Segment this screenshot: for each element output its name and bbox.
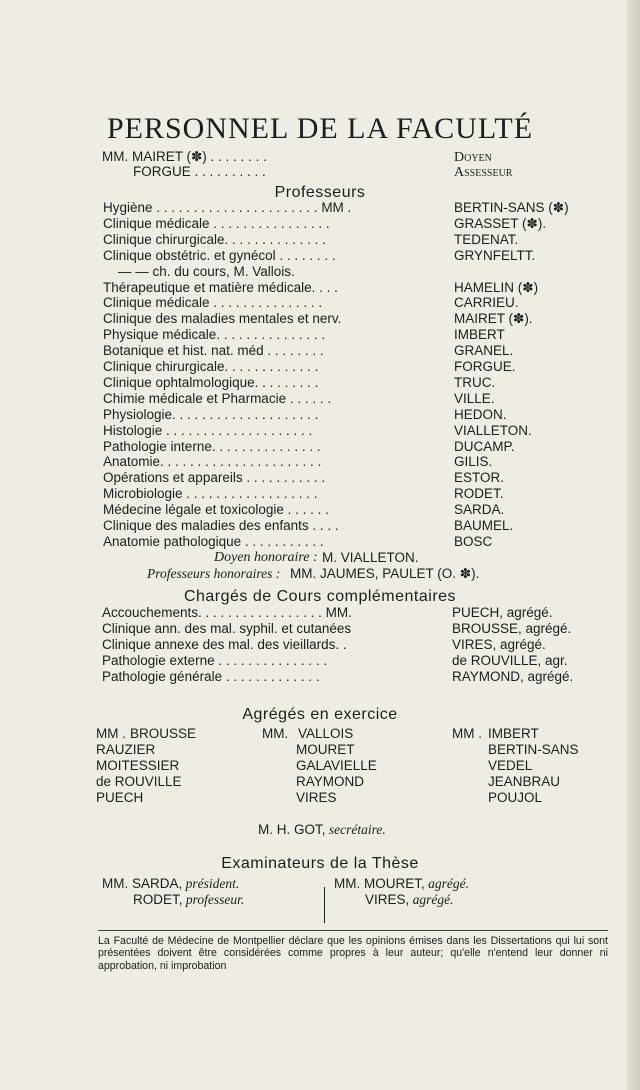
notice-top-rule: [98, 930, 608, 931]
professeur-name: HEDON.: [454, 406, 507, 422]
charge-name: de ROUVILLE, agr.: [452, 653, 568, 668]
doyen-honoraire-name: M. VIALLETON.: [322, 550, 419, 565]
charges-heading: Chargés de Cours complémentaires: [183, 588, 457, 605]
prof-honoraires-label: Professeurs honoraires :: [147, 566, 281, 581]
charge-course: Clinique annexe des mal. des vieillards. .: [102, 637, 347, 652]
professeur-chair: Histologie . . . . . . . . . . . . . . . . . . . .: [103, 422, 313, 438]
agrege-name: VIRES: [296, 790, 337, 805]
professeur-name: MAIRET (✽).: [454, 311, 533, 327]
professeur-chair: Clinique des maladies des enfants . . . .: [103, 518, 339, 533]
agrege-name: MOURET: [296, 742, 355, 757]
professeur-name: VILLE.: [454, 390, 495, 406]
agrege-name: de ROUVILLE: [96, 774, 182, 789]
agrege-name: VALLOIS: [298, 726, 354, 741]
agreges-prefix: MM .: [452, 726, 482, 741]
faculty-notice: La Faculté de Médecine de Montpellier déclare que les opinions émises dans les Dissertations qui lui sont présentées doivent être considérées comme propres à leur auteur; qu'elle n'entend leur donner ni approbation, ni improbation: [98, 935, 608, 972]
agreges-prefix: MM .: [96, 726, 126, 741]
professeur-chair: Clinique médicale . . . . . . . . . . . . . . .: [103, 295, 323, 311]
exam-left-1-name: RODET,: [133, 892, 183, 907]
officer-name-0: MM. MAIRET (✽) . . . . . . . .: [102, 149, 267, 164]
professeur-chair: Clinique chirurgicale. . . . . . . . . . . . . .: [103, 231, 326, 247]
professeur-chair: Hygiène . . . . . . . . . . . . . . . . . . . . . . MM .: [103, 200, 352, 215]
professeur-name: BERTIN-SANS (✽): [454, 200, 569, 215]
professeur-name: CARRIEU.: [454, 295, 519, 311]
exam-left-0: [102, 876, 239, 891]
agrege-name: MOITESSIER: [96, 758, 180, 773]
professeur-name: ESTOR.: [454, 470, 505, 486]
professeur-chair: Microbiologie . . . . . . . . . . . . . . . . . .: [103, 486, 318, 502]
charge-name: PUECH, agrégé.: [452, 605, 553, 620]
charge-name: VIRES, agrégé.: [452, 637, 546, 652]
professeur-name: SARDA.: [454, 502, 505, 518]
secretaire-name: M. H. GOT,: [258, 822, 326, 837]
professeur-chair: Anatomie pathologique . . . . . . . . . . .: [103, 533, 324, 549]
charge-name: BROUSSE, agrégé.: [452, 621, 572, 636]
professeur-chair: Clinique des maladies mentales et nerv.: [103, 311, 342, 327]
professeur-name: FORGUE.: [454, 359, 516, 374]
exam-right-1-role: agrégé.: [412, 892, 454, 907]
professeur-name: GRYNFELTT.: [454, 247, 536, 263]
examinateurs-heading: Examinateurs de la Thèse: [221, 855, 419, 872]
page-spine-edge: [626, 0, 640, 1090]
officer-role-0: Doyen: [454, 150, 492, 165]
charge-course: Accouchements. . . . . . . . . . . . . . . . . MM.: [102, 605, 352, 620]
professeur-name: GRANEL.: [454, 343, 514, 359]
exam-right-0-name: MM. MOURET,: [334, 876, 425, 891]
page-title: PERSONNEL DE LA FACULTÉ: [106, 112, 534, 145]
agreges-prefix: MM.: [262, 726, 289, 741]
agrege-name: BERTIN-SANS: [488, 742, 579, 757]
professeur-name: VIALLETON.: [454, 422, 532, 438]
professeur-name: TEDENAT.: [454, 231, 519, 247]
officer-name-1: FORGUE . . . . . . . . . .: [133, 164, 266, 179]
secretaire-role: secrétaire.: [328, 822, 386, 837]
professeur-chair: Clinique obstétric. et gynécol . . . . . . . .: [103, 247, 336, 263]
professeur-chair: Anatomie. . . . . . . . . . . . . . . . . . . . . .: [103, 454, 322, 470]
agreges-heading: Agrégés en exercice: [242, 706, 398, 723]
professeur-name: HAMELIN (✽): [454, 279, 539, 295]
agrege-name: RAYMOND: [296, 774, 365, 789]
charge-course: Clinique ann. des mal. syphil. et cutanées: [102, 621, 352, 636]
professeur-chair: Médecine légale et toxicologie . . . . . .: [103, 502, 329, 518]
professeur-chair: Thérapeutique et matière médicale. . . .: [103, 279, 338, 295]
doyen-honoraire-label: Doyen honoraire :: [214, 550, 318, 565]
professeur-chair: Opérations et appareils . . . . . . . . . . .: [103, 470, 326, 486]
professeur-chair: Pathologie interne. . . . . . . . . . . . . . .: [103, 438, 321, 454]
agrege-name: POUJOL: [488, 790, 543, 805]
charge-name: RAYMOND, agrégé.: [452, 669, 574, 684]
agrege-name: RAUZIER: [96, 742, 156, 757]
agrege-name: IMBERT: [488, 726, 539, 741]
agrege-name: VEDEL: [488, 758, 533, 773]
professeur-chair: Physiologie. . . . . . . . . . . . . . . . . . . .: [103, 406, 319, 422]
professeur-name: DUCAMP.: [454, 438, 515, 454]
professeur-name: GILIS.: [454, 454, 493, 470]
professeurs-heading: Professeurs: [274, 184, 366, 201]
secretaire-line: [258, 822, 386, 837]
exam-right-1-name: VIRES,: [365, 892, 410, 907]
exam-left-1: [133, 892, 244, 907]
agrege-name: GALAVIELLE: [296, 758, 377, 773]
exam-left-0-name: MM. SARDA,: [102, 876, 183, 891]
professeur-name: GRASSET (✽).: [454, 215, 547, 231]
professeur-chair: — — ch. du cours, M. Vallois.: [118, 263, 295, 279]
agrege-name: PUECH: [96, 790, 144, 805]
professeur-name: RODET.: [454, 486, 504, 502]
professeur-chair: Clinique ophtalmologique. . . . . . . . .: [103, 374, 319, 390]
charge-course: Pathologie externe . . . . . . . . . . . . . . .: [102, 653, 328, 668]
exam-right-0: [334, 876, 469, 891]
exam-left-1-role: professeur.: [185, 892, 245, 907]
professeur-name: IMBERT: [454, 327, 505, 343]
charge-course: Pathologie générale . . . . . . . . . . . . .: [102, 669, 320, 684]
officer-role-1: Assesseur: [454, 165, 513, 180]
exam-right-1: [365, 892, 454, 907]
professeur-chair: Physique médicale. . . . . . . . . . . . . . .: [103, 327, 326, 343]
exam-right-0-role: agrégé.: [428, 876, 469, 891]
professeur-chair: Clinique chirurgicale. . . . . . . . . . . . .: [103, 359, 319, 374]
agrege-name: BROUSSE: [130, 726, 197, 741]
exam-left-0-role: président.: [185, 876, 240, 891]
professeur-chair: Botanique et hist. nat. méd . . . . . . . .: [103, 343, 324, 359]
professeur-chair: Chimie médicale et Pharmacie . . . . . .: [103, 390, 332, 406]
professeur-chair: Clinique médicale . . . . . . . . . . . . . . . .: [103, 215, 330, 231]
examinateurs-divider: [324, 887, 325, 923]
prof-honoraires-names: MM. JAUMES, PAULET (O. ✽).: [290, 566, 480, 581]
professeur-name: TRUC.: [454, 374, 496, 390]
professeur-name: BOSC: [454, 533, 493, 549]
agrege-name: JEANBRAU: [488, 774, 561, 789]
professeur-name: BAUMEL.: [454, 518, 514, 533]
